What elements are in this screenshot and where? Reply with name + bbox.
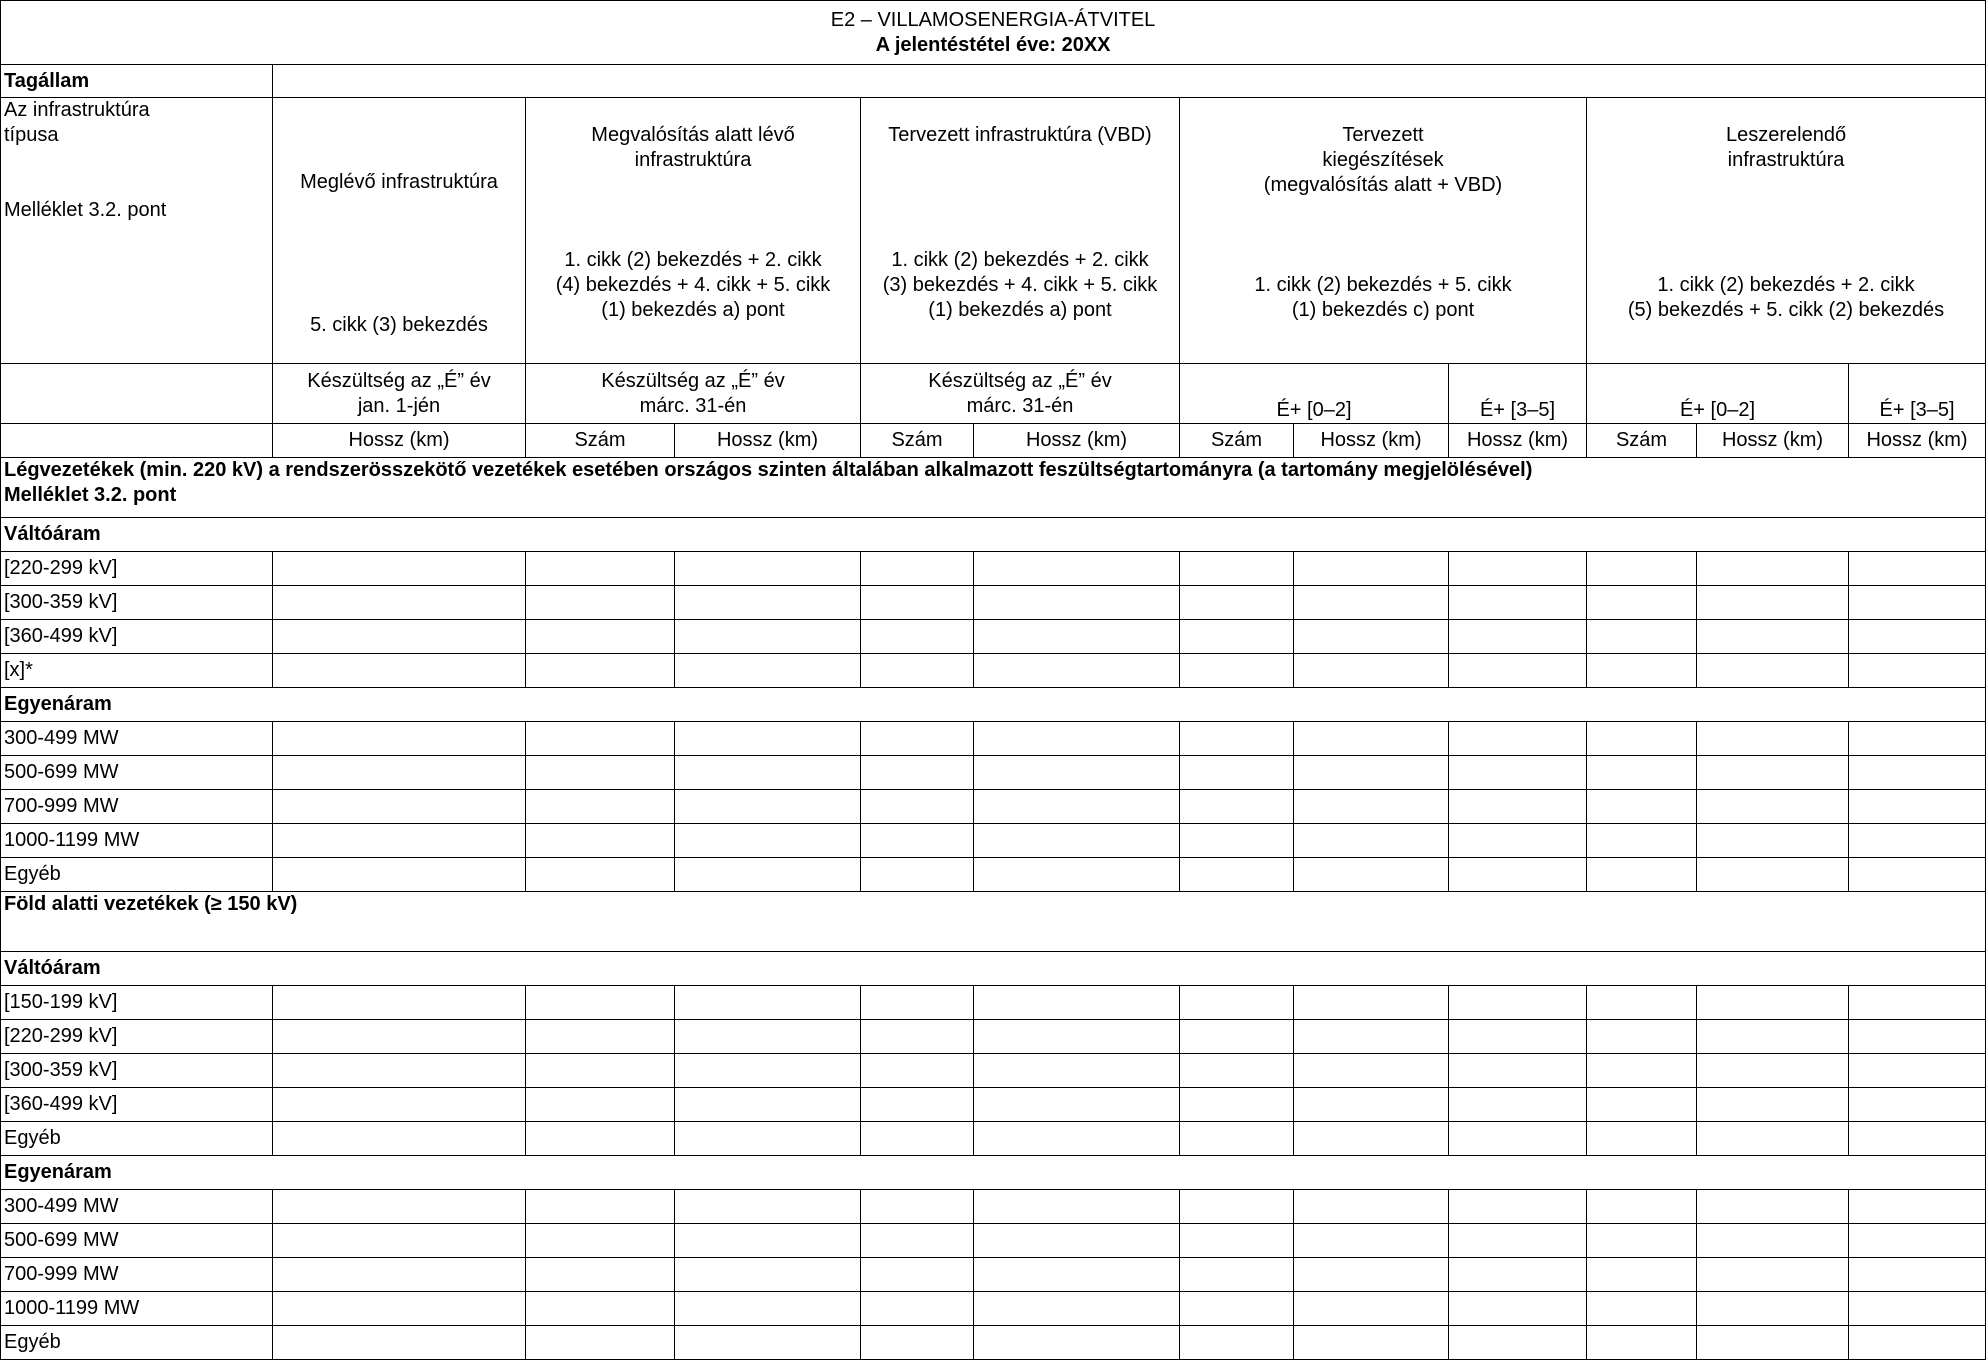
data-cell[interactable] — [1180, 654, 1294, 688]
data-cell[interactable] — [1449, 620, 1587, 654]
unit-header: Hossz (km) — [1449, 424, 1587, 458]
section-overhead-ac-label: Váltóáram — [1, 518, 1986, 552]
data-cell[interactable] — [1294, 824, 1449, 858]
data-cell[interactable] — [1180, 1292, 1294, 1326]
data-cell[interactable] — [974, 586, 1180, 620]
data-cell[interactable] — [273, 552, 526, 586]
row-label: 1000-1199 MW — [1, 1292, 273, 1326]
data-cell[interactable] — [1697, 986, 1849, 1020]
data-cell[interactable] — [861, 1326, 974, 1360]
report-title-line1: E2 – VILLAMOSENERGIA-ÁTVITEL — [830, 8, 1156, 31]
data-cell[interactable] — [1180, 986, 1294, 1020]
data-cell[interactable] — [675, 654, 861, 688]
data-cell[interactable] — [1849, 552, 1986, 586]
data-cell[interactable] — [526, 1224, 675, 1258]
data-cell[interactable] — [1449, 1292, 1587, 1326]
data-cell[interactable] — [1849, 1224, 1986, 1258]
status-under-construction: Készültség az „É” év márc. 31-én — [526, 364, 861, 424]
data-cell[interactable] — [273, 586, 526, 620]
data-cell[interactable] — [273, 654, 526, 688]
data-cell[interactable] — [675, 1292, 861, 1326]
data-cell[interactable] — [526, 756, 675, 790]
data-cell[interactable] — [1587, 586, 1697, 620]
data-cell[interactable] — [1849, 722, 1986, 756]
data-cell[interactable] — [675, 620, 861, 654]
row-label: [300-359 kV] — [1, 1054, 273, 1088]
data-cell[interactable] — [1294, 1088, 1449, 1122]
data-cell[interactable] — [1294, 586, 1449, 620]
row-label: 700-999 MW — [1, 1258, 273, 1292]
data-cell[interactable] — [1697, 654, 1849, 688]
data-cell[interactable] — [273, 1054, 526, 1088]
data-cell[interactable] — [1697, 722, 1849, 756]
data-cell[interactable] — [1294, 986, 1449, 1020]
data-cell[interactable] — [1294, 552, 1449, 586]
data-cell[interactable] — [861, 756, 974, 790]
data-cell[interactable] — [974, 790, 1180, 824]
group-decommission-ref: 1. cikk (2) bekezdés + 2. cikk (5) bekezdés + 5. cikk (2) bekezdés — [1627, 274, 1945, 321]
group-planned-title: Tervezett infrastruktúra (VBD) — [888, 124, 1152, 146]
data-cell[interactable] — [273, 620, 526, 654]
data-cell[interactable] — [1587, 1088, 1697, 1122]
data-cell[interactable] — [1449, 756, 1587, 790]
section-overhead-lines-line1: Légvezetékek (min. 220 kV) a rendszerösszekötő vezetékek esetében országos szinten általában alkalmazott feszültségtartományra (a tartomány megjelölésével) — [4, 459, 1533, 481]
data-cell[interactable] — [1180, 858, 1294, 892]
data-cell[interactable] — [861, 1020, 974, 1054]
data-cell[interactable] — [1294, 858, 1449, 892]
data-cell[interactable] — [1587, 756, 1697, 790]
data-cell[interactable] — [273, 1292, 526, 1326]
data-cell[interactable] — [1587, 654, 1697, 688]
unit-header: Szám — [526, 424, 675, 458]
data-cell[interactable] — [526, 1326, 675, 1360]
group-planned-header — [861, 98, 1180, 364]
group-existing-header — [273, 98, 526, 364]
data-cell[interactable] — [273, 722, 526, 756]
data-cell[interactable] — [1449, 1122, 1587, 1156]
data-cell[interactable] — [1697, 1326, 1849, 1360]
data-cell[interactable] — [861, 1190, 974, 1224]
data-cell[interactable] — [974, 1326, 1180, 1360]
unit-header: Hossz (km) — [1697, 424, 1849, 458]
data-cell[interactable] — [675, 1088, 861, 1122]
data-cell[interactable] — [1849, 858, 1986, 892]
data-cell[interactable] — [861, 1292, 974, 1326]
table-row — [1, 756, 1986, 790]
status-additions-long: É+ [3–5] — [1449, 364, 1587, 424]
data-cell[interactable] — [1180, 756, 1294, 790]
data-cell[interactable] — [861, 722, 974, 756]
data-cell[interactable] — [1697, 824, 1849, 858]
data-cell[interactable] — [1697, 858, 1849, 892]
data-cell[interactable] — [1294, 1292, 1449, 1326]
data-cell[interactable] — [1587, 1224, 1697, 1258]
group-existing-title: Meglévő infrastruktúra — [300, 171, 498, 193]
data-cell[interactable] — [1849, 1258, 1986, 1292]
data-cell[interactable] — [1180, 790, 1294, 824]
data-cell[interactable] — [861, 620, 974, 654]
table-row — [1, 1122, 1986, 1156]
data-cell[interactable] — [675, 986, 861, 1020]
data-cell[interactable] — [974, 1122, 1180, 1156]
data-cell[interactable] — [1449, 824, 1587, 858]
data-cell[interactable] — [1849, 1326, 1986, 1360]
row-label: [150-199 kV] — [1, 986, 273, 1020]
data-cell[interactable] — [526, 722, 675, 756]
data-cell[interactable] — [1697, 620, 1849, 654]
status-existing: Készültség az „É” év jan. 1-jén — [273, 364, 526, 424]
unit-header: Szám — [1180, 424, 1294, 458]
data-cell[interactable] — [273, 1088, 526, 1122]
data-cell[interactable] — [1449, 552, 1587, 586]
status-decommission-short: É+ [0–2] — [1587, 364, 1849, 424]
data-cell[interactable] — [974, 986, 1180, 1020]
data-cell[interactable] — [1180, 1190, 1294, 1224]
data-cell[interactable] — [526, 1258, 675, 1292]
data-cell[interactable] — [1294, 1122, 1449, 1156]
data-cell[interactable] — [1849, 790, 1986, 824]
table-row — [1, 858, 1986, 892]
data-cell[interactable] — [974, 858, 1180, 892]
data-cell[interactable] — [1180, 552, 1294, 586]
data-cell[interactable] — [974, 1054, 1180, 1088]
report-table-body — [1, 1, 1986, 1360]
data-cell[interactable] — [1697, 586, 1849, 620]
report-year: A jelentéstétel éve: 20XX — [875, 33, 1111, 56]
table-row — [1, 1088, 1986, 1122]
section-underground-lines — [1, 892, 1986, 952]
data-cell[interactable] — [1449, 722, 1587, 756]
data-cell[interactable] — [974, 620, 1180, 654]
section-overhead-dc-label: Egyenáram — [1, 688, 1986, 722]
data-cell[interactable] — [1849, 824, 1986, 858]
data-cell[interactable] — [1587, 1020, 1697, 1054]
data-cell[interactable] — [1294, 722, 1449, 756]
row-label: [220-299 kV] — [1, 1020, 273, 1054]
data-cell[interactable] — [1180, 620, 1294, 654]
section-overhead-lines-line2: Melléklet 3.2. pont — [4, 484, 177, 506]
data-cell[interactable] — [1849, 756, 1986, 790]
row-label: [360-499 kV] — [1, 620, 273, 654]
data-cell[interactable] — [861, 1054, 974, 1088]
data-cell[interactable] — [1697, 1122, 1849, 1156]
row-label: [220-299 kV] — [1, 552, 273, 586]
group-under-construction-ref: 1. cikk (2) bekezdés + 2. cikk (4) bekezdés + 4. cikk + 5. cikk (1) bekezdés a) pont — [555, 249, 831, 321]
unit-header: Hossz (km) — [1849, 424, 1986, 458]
data-cell[interactable] — [974, 1292, 1180, 1326]
section-underground-dc-label: Egyenáram — [1, 1156, 1986, 1190]
data-cell[interactable] — [1587, 986, 1697, 1020]
data-cell[interactable] — [675, 858, 861, 892]
table-row — [1, 620, 1986, 654]
table-row — [1, 824, 1986, 858]
data-cell[interactable] — [1587, 552, 1697, 586]
data-cell[interactable] — [675, 1326, 861, 1360]
group-decommission-header — [1587, 98, 1986, 364]
table-row — [1, 1224, 1986, 1258]
data-cell[interactable] — [675, 1258, 861, 1292]
row-label: 700-999 MW — [1, 790, 273, 824]
data-cell[interactable] — [273, 858, 526, 892]
row-label: [x]* — [1, 654, 273, 688]
table-row — [1, 1054, 1986, 1088]
status-blank-cell — [1, 364, 273, 424]
data-cell[interactable] — [1697, 1224, 1849, 1258]
data-cell[interactable] — [273, 1020, 526, 1054]
data-cell[interactable] — [1180, 1224, 1294, 1258]
group-planned-additions-header — [1180, 98, 1587, 364]
data-cell[interactable] — [1449, 1054, 1587, 1088]
data-cell[interactable] — [1587, 790, 1697, 824]
data-cell[interactable] — [1849, 1088, 1986, 1122]
row-label: [300-359 kV] — [1, 586, 273, 620]
data-cell[interactable] — [1849, 1054, 1986, 1088]
status-additions-short: É+ [0–2] — [1180, 364, 1449, 424]
data-cell[interactable] — [1849, 620, 1986, 654]
data-cell[interactable] — [1294, 1190, 1449, 1224]
data-cell[interactable] — [1849, 986, 1986, 1020]
data-cell[interactable] — [974, 1088, 1180, 1122]
data-cell[interactable] — [675, 1054, 861, 1088]
data-cell[interactable] — [861, 986, 974, 1020]
data-cell[interactable] — [526, 552, 675, 586]
data-cell[interactable] — [273, 986, 526, 1020]
group-existing-ref: 5. cikk (3) bekezdés — [310, 314, 488, 336]
data-cell[interactable] — [1587, 858, 1697, 892]
data-cell[interactable] — [675, 1122, 861, 1156]
data-cell[interactable] — [861, 824, 974, 858]
data-cell[interactable] — [1849, 1190, 1986, 1224]
data-cell[interactable] — [1449, 790, 1587, 824]
data-cell[interactable] — [1294, 756, 1449, 790]
data-cell[interactable] — [861, 1224, 974, 1258]
data-cell[interactable] — [526, 654, 675, 688]
unit-header: Hossz (km) — [675, 424, 861, 458]
group-planned-additions-ref: 1. cikk (2) bekezdés + 5. cikk (1) bekezdés c) pont — [1254, 274, 1512, 321]
group-planned-additions-title: Tervezett kiegészítések (megvalósítás alatt + VBD) — [1263, 124, 1503, 196]
data-cell[interactable] — [974, 1224, 1180, 1258]
table-row — [1, 986, 1986, 1020]
table-row — [1, 1190, 1986, 1224]
data-cell[interactable] — [1697, 756, 1849, 790]
data-cell[interactable] — [273, 824, 526, 858]
data-cell[interactable] — [861, 552, 974, 586]
data-cell[interactable] — [526, 1292, 675, 1326]
row-label: Egyéb — [1, 1326, 273, 1360]
row-label: [360-499 kV] — [1, 1088, 273, 1122]
data-cell[interactable] — [861, 858, 974, 892]
section-underground-lines-line1: Föld alatti vezetékek (≥ 150 kV) — [4, 893, 298, 915]
unit-header: Szám — [861, 424, 974, 458]
data-cell[interactable] — [675, 1020, 861, 1054]
section-underground-ac-label: Váltóáram — [1, 952, 1986, 986]
data-cell[interactable] — [675, 756, 861, 790]
data-cell[interactable] — [1587, 620, 1697, 654]
data-cell[interactable] — [1697, 1054, 1849, 1088]
data-cell[interactable] — [1587, 824, 1697, 858]
data-cell[interactable] — [861, 1258, 974, 1292]
data-cell[interactable] — [675, 722, 861, 756]
data-cell[interactable] — [861, 586, 974, 620]
group-decommission-title: Leszerelendő infrastruktúra — [1725, 124, 1847, 171]
data-cell[interactable] — [1449, 586, 1587, 620]
data-cell[interactable] — [1180, 1326, 1294, 1360]
data-cell[interactable] — [1449, 1326, 1587, 1360]
data-cell[interactable] — [1449, 1224, 1587, 1258]
table-row — [1, 1292, 1986, 1326]
data-cell[interactable] — [1697, 1020, 1849, 1054]
data-cell[interactable] — [1587, 1258, 1697, 1292]
data-cell[interactable] — [861, 654, 974, 688]
table-row — [1, 1258, 1986, 1292]
data-cell[interactable] — [675, 586, 861, 620]
data-cell[interactable] — [1294, 1054, 1449, 1088]
data-cell[interactable] — [1294, 1020, 1449, 1054]
data-cell[interactable] — [526, 1088, 675, 1122]
data-cell[interactable] — [1294, 654, 1449, 688]
table-row — [1, 1326, 1986, 1360]
data-cell[interactable] — [273, 1122, 526, 1156]
data-cell[interactable] — [1587, 1326, 1697, 1360]
data-cell[interactable] — [1294, 620, 1449, 654]
table-row — [1, 722, 1986, 756]
data-cell[interactable] — [1180, 1054, 1294, 1088]
data-cell[interactable] — [675, 790, 861, 824]
data-cell[interactable] — [1697, 1258, 1849, 1292]
data-cell[interactable] — [974, 722, 1180, 756]
data-cell[interactable] — [1587, 1122, 1697, 1156]
data-cell[interactable] — [1697, 790, 1849, 824]
row-label: 300-499 MW — [1, 722, 273, 756]
table-row — [1, 654, 1986, 688]
table-row — [1, 790, 1986, 824]
units-blank-cell — [1, 424, 273, 458]
data-cell[interactable] — [1294, 1326, 1449, 1360]
data-cell[interactable] — [1180, 824, 1294, 858]
data-cell[interactable] — [526, 1122, 675, 1156]
data-cell[interactable] — [526, 858, 675, 892]
data-cell[interactable] — [1697, 1292, 1849, 1326]
data-cell[interactable] — [1180, 722, 1294, 756]
unit-header: Hossz (km) — [273, 424, 526, 458]
row-label: Egyéb — [1, 858, 273, 892]
row-label: 500-699 MW — [1, 756, 273, 790]
data-cell[interactable] — [273, 1326, 526, 1360]
data-cell[interactable] — [526, 1020, 675, 1054]
data-cell[interactable] — [1697, 552, 1849, 586]
data-cell[interactable] — [273, 1190, 526, 1224]
data-cell[interactable] — [1849, 586, 1986, 620]
data-cell[interactable] — [1449, 654, 1587, 688]
data-cell[interactable] — [861, 1088, 974, 1122]
data-cell[interactable] — [526, 1054, 675, 1088]
data-cell[interactable] — [675, 1224, 861, 1258]
data-cell[interactable] — [273, 790, 526, 824]
unit-header: Hossz (km) — [974, 424, 1180, 458]
data-cell[interactable] — [1180, 1122, 1294, 1156]
data-cell[interactable] — [1449, 1258, 1587, 1292]
data-cell[interactable] — [675, 1190, 861, 1224]
data-cell[interactable] — [526, 620, 675, 654]
group-planned-ref: 1. cikk (2) bekezdés + 2. cikk (3) bekezdés + 4. cikk + 5. cikk (1) bekezdés a) pont — [882, 249, 1158, 321]
data-cell[interactable] — [1587, 1292, 1697, 1326]
data-cell[interactable] — [675, 824, 861, 858]
data-cell[interactable] — [273, 756, 526, 790]
infra-type-label: Az infrastruktúra típusa Melléklet 3.2. pont — [1, 98, 273, 364]
data-cell[interactable] — [675, 552, 861, 586]
data-cell[interactable] — [1449, 858, 1587, 892]
member-state-label: Tagállam — [1, 65, 273, 98]
row-label: Egyéb — [1, 1122, 273, 1156]
data-cell[interactable] — [1849, 654, 1986, 688]
data-cell[interactable] — [526, 1190, 675, 1224]
unit-header: Szám — [1587, 424, 1697, 458]
group-under-construction-title: Megvalósítás alatt lévő infrastruktúra — [591, 124, 795, 171]
table-row — [1, 586, 1986, 620]
row-label: 1000-1199 MW — [1, 824, 273, 858]
data-cell[interactable] — [1449, 1190, 1587, 1224]
data-cell[interactable] — [1449, 1088, 1587, 1122]
data-cell[interactable] — [273, 1258, 526, 1292]
data-cell[interactable] — [1180, 1020, 1294, 1054]
data-cell[interactable] — [1294, 790, 1449, 824]
row-label: 500-699 MW — [1, 1224, 273, 1258]
data-cell[interactable] — [1587, 722, 1697, 756]
data-cell[interactable] — [526, 790, 675, 824]
data-cell[interactable] — [273, 1224, 526, 1258]
data-cell[interactable] — [974, 824, 1180, 858]
data-cell[interactable] — [1849, 1122, 1986, 1156]
data-cell[interactable] — [1294, 1224, 1449, 1258]
data-cell[interactable] — [974, 756, 1180, 790]
unit-header: Hossz (km) — [1294, 424, 1449, 458]
data-cell[interactable] — [1449, 986, 1587, 1020]
data-cell[interactable] — [1449, 1020, 1587, 1054]
data-cell[interactable] — [526, 586, 675, 620]
status-planned: Készültség az „É” év márc. 31-én — [861, 364, 1180, 424]
section-overhead-lines — [1, 458, 1986, 518]
data-cell[interactable] — [974, 552, 1180, 586]
data-cell[interactable] — [974, 1190, 1180, 1224]
table-row — [1, 1020, 1986, 1054]
data-cell[interactable] — [1180, 586, 1294, 620]
data-cell[interactable] — [1697, 1190, 1849, 1224]
data-cell[interactable] — [1587, 1054, 1697, 1088]
data-cell[interactable] — [1294, 1258, 1449, 1292]
data-cell[interactable] — [1180, 1258, 1294, 1292]
data-cell[interactable] — [1697, 1088, 1849, 1122]
data-cell[interactable] — [974, 1258, 1180, 1292]
row-label: 300-499 MW — [1, 1190, 273, 1224]
data-cell[interactable] — [861, 790, 974, 824]
member-state-value[interactable] — [273, 65, 1986, 98]
group-under-construction-header — [526, 98, 861, 364]
data-cell[interactable] — [1849, 1292, 1986, 1326]
report-title — [1, 1, 1986, 65]
data-cell[interactable] — [1849, 1020, 1986, 1054]
data-cell[interactable] — [1587, 1190, 1697, 1224]
status-decommission-long: É+ [3–5] — [1849, 364, 1986, 424]
data-cell[interactable] — [861, 1122, 974, 1156]
data-cell[interactable] — [526, 824, 675, 858]
table-row — [1, 552, 1986, 586]
data-cell[interactable] — [974, 1020, 1180, 1054]
data-cell[interactable] — [526, 986, 675, 1020]
data-cell[interactable] — [974, 654, 1180, 688]
data-cell[interactable] — [1180, 1088, 1294, 1122]
